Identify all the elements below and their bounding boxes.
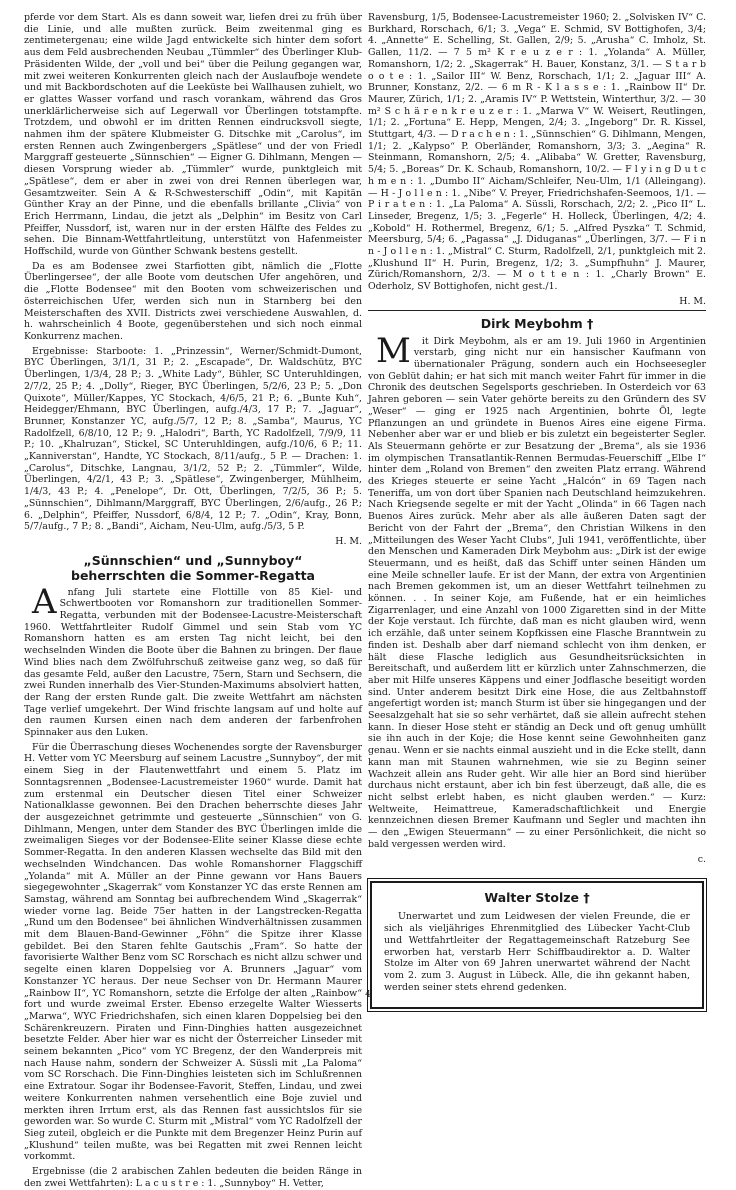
article-title-line-2: beherrschten die Sommer-Regatta bbox=[71, 567, 315, 583]
obituary-box-text: Unerwartet und zum Leidwesen der vielen Freunde, die er sich als vieljähriges Ehrenmitglied des Lübecker Yacht-Club und Wettfahrtleiter der Regattagemeinschaft Ratzeburg See erworben hat, verstarb Herr Schiffbaudirektor a. D. Walter Stolze im Alter von 69 Jahren unerwartet während der Nacht vom 2. zum 3. August in Lübeck. Alle, die ihn gekannt haben, werden seiner stets ehrend gedenken. bbox=[384, 911, 690, 993]
author-initials: H. M. bbox=[679, 295, 706, 307]
report-paragraph: Da es am Bodensee zwei Starfiotten gibt, nämlich die „Flotte Überlingersee“, der alle Boote vom deutschen Ufer angehören, und die „Flotte Bodensee“ mit den Booten vom schweizerischen und österreichischen Ufer, werden sich nun in Starnberg bei den Meisterschaften des XVII. Districts zwei verschiedene Auswahlen, d. h. wahrscheinlich 4 Boote, gegenüberstehen und sich noch einmal Konkurrenz machen. bbox=[24, 260, 362, 342]
results-continuation: Ravensburg, 1/5, Bodensee-Lacustremeister 1960; 2. „Solvisken IV“ C. Burkhard, Rorschach, 6/1; 3. „Vega“ E. Schmid, SV Bottighofen, 3/4; 4. „Annette“ E. Schelling, St. Gallen, 2/9; 5. „Arusha“ C. Imholz, St. Gallen, 11/2. — 7 5 m² K r e u z e r : 1. „Yolanda“ A. Müller, Romanshorn, 1/2; 2. „Skagerrak“ H. Bauer, Konstanz, 3/1. — S t a r b o o t e : 1. „Sailor III“ W. Benz, Rorschach, 1/1; 2. „Jaguar III“ A. Brunner, Konstanz, 2/2. — 6 m R - K l a s s e : 1. „Rainbow II“ Dr. Maurer, Zürich, 1/1; 2. „Aramis IV“ P. Wettstein, Winterthur, 3/2. — 30 m² S c h ä r e n k r e u z e r : 1. „Marwa V“ W. Weisert, Reutlingen, 1/1; 2. „Fortuna“ E. Hepp, Mengen, 2/4; 3. „Ingeborg“ Dr. R. Kissel, Stuttgart, 4/3. — D r a c h e n : 1. „Sünnschien“ G. Dihlmann, Mengen, 1/1; 2. „Kalypso“ P. Oberländer, Romanshorn, 3/3; 3. „Aegina“ R. Steinmann, Romanshorn, 2/5; 4. „Alibaba“ W. Gretter, Ravensburg, 5/4; 5. „Boreas“ Dr. K. Schaub, Romanshorn, 10/2. — F l y i n g D u t c h m e n : 1. „Dumbo II“ Aicham/Schleifer, Neu-Ulm, 1/1 (Alleingang). — H - J o l l e n : 1. „Nibe“ V. Preyer, Friedrichshafen-Seemoos, 1/1. — P i r a t e n : 1. „La Paloma“ A. Süssli, Rorschach, 2/2; 2. „Pico II“ L. Linseder, Bregenz, 1/5; 3. „Fegerle“ H. Holleck, Überlingen, 4/2; 4. „Kobold“ H. Rothermel, Bregenz, 6/1; 5. „Alfred Pyszka“ T. Schmid, Meersburg, 5/4; 6. „Pagassa“ „J. Diduganas“ „Überlingen, 3/7. — F i n n - J o l l e n : 1. „Mistral“ C. Sturm, Radolfzell, 2/1, punktgleich mit 2. „Klushund II“ H. Purin, Bregenz, 1/2; 3. „Sumpfhuhn“ J. Maurer, Zürich/Romanshorn, 2/3. — M o t t e n : 1. „Charly Brown“ E. Oderholz, SV Bottighofen, nicht gest./1. bbox=[368, 12, 706, 293]
author-initials: c. bbox=[697, 853, 706, 865]
left-column bbox=[24, 12, 362, 1189]
drop-cap: M bbox=[376, 330, 411, 371]
lead-text: nfang Juli startete eine Flottille von 85 Kiel- und Schwertbooten vor Romanshorn zur traditionellen Sommer-Regatta, verbunden mit der Bodensee-Lacustre-Meisterschaft 1960. Wettfahrtleiter Rudolf Gimmel und sein Stab vom YC Romanshorn hatten es am ersten Tag nicht leicht, bei den wechselnden Winden die Boote über die Bahnen zu bringen. Der flaue Wind blies nach dem Zwölfuhrschuß zeitweise ganz weg, so daß für das gesamte Feld, außer den Lacustre, 75ern, Starn und Sechsern, die zwei Runden innerhalb des Vier-Stunden-Maximums absolviert hatten, der Rang der ersten Runde galt. Die zweite Wettfahrt am nächsten Tage verlief umgekehrt. Der Wind frischte langsam auf und holte auf den raumen Kursen einen nach dem anderen der farbenfrohen Spinnaker aus den Luken. bbox=[24, 586, 362, 739]
results-paragraph: Ergebnisse: Starboote: 1. „Prinzessin“, Werner/Schmidt-Dumont, BYC Überlingen, 3/1/1, 31 P.; 2. „Escapade“, Dr. Waldschütz, BYC Überlingen, 1/3/4, 28 P.; 3. „White Lady“, Bühler, SC Unteruhldingen, 2/7/2, 25 P.; 4. „Dolly“, Rieger, BYC Überlingen, 5/2/6, 23 P.; 5. „Don Quixote“, Müller/Kappes, YC Stockach, 4/6/5, 21 P.; 6. „Bunte Kuh“, Heidegger/Ehmann, BYC Überlingen, aufg./4/3, 17 P.; 7. „Jaguar“, Brunner, Konstanzer YC, aufg./5/7, 12 P.; 8. „Samba“, Maurus, YC Radolfzell, 6/8/10, 12 P.; 9. „Halodri“, Barth, YC Radolfzell, 7/9/9, 11 P.; 10. „Khalruzan“, Stickel, SC Unteruhldingen, aufg./10/6, 6 P.; 11. „Kanniverstan“, Handte, YC Stockach, 8/11/aufg., 5 P. — Drachen: 1. „Carolus“, Ditschke, Langnau, 3/1/2, 52 P.; 2. „Tümmler“, Wilde, Überlingen, 4/2/1, 43 P.; 3. „Spätlese“, Zwingenberger, Mühlheim, 1/4/3, 43 P.; 4. „Penelope“, Dr. Ott, Überlingen, 7/2/5, 36 P.; 5. „Sünnschien“, Dihlmann/Marggraff, BYC Überlingen, 2/6/aufg., 26 P.; 6. „Delphin“, Pfeiffer, Nussdorf, 6/8/4, 12 P.; 7. „Odin“, Kray, Bonn, 5/7/aufg., 7 P.; 8. „Bandi“, Aicham, Neu-Ulm, aufg./5/3, 5 P. bbox=[24, 345, 362, 533]
obituary-title: Dirk Meybohm † bbox=[480, 315, 594, 331]
right-column bbox=[368, 12, 706, 993]
report-paragraph: pferde vor dem Start. Als es dann soweit war, liefen drei zu früh über die Linie, und alle mußten zurück. Beim zweitenmal ging es zentimetergenau; eine wilde Jagd entwickelte sich hinter dem sofort aus dem Feld ausbrechenden Neubau „Tümmler“ des Überlinger Klub-Präsidenten Wilde, der „voll und bei“ über die Peilung gegangen war, mit zwei weiteren Konkurrenten gleich nach der Auslaufboje wendete und mit Backbordschoten auf die Leeküste bei Wallhausen zuhielt, wo er glattes Wasser vorfand und rasch vorankam, während das Gros unerklärlicherweise sich auf Legerwall vor Überlingen totstampfte. Trotzdem, und obwohl er im dritten Rennen eindrucksvoll siegte, nahmen ihm der spätere Klubmeister G. Ditschke mit „Carolus“, im ersten Rennen auch Zwingenbergers „Spätlese“ und der von Friedl Marggraff gesteuerte „Sünnschien“ — Eigner G. Dihlmann, Mengen — diesen Vorsprung wieder ab. „Tümmler“ wurde, punktgleich mit „Spätlese“, dem er aber in zwei von drei Rennen überlegen war, Gesamtzweiter. Sein A & R-Schwesterschiff „Odin“, mit Kapitän Günther Kray an der Pinne, und die ebenfalls brillante „Clivia“ von Erich Herrmann, Lindau, die jetzt als „Delphin“ im Besitz von Carl Pfeiffer, Nussdorf, ist, waren nur in der ersten Hälfte des Feldes zu sehen. Die Binnam-Wettfahrtleitung, unterstützt von Hafenmeister Hoffschild, wurde von Günther Schwank bestens gestellt. bbox=[24, 12, 362, 258]
article-paragraph: Für die Überraschung dieses Wochenendes sorgte der Ravensburger H. Vetter vom YC Meersburg auf seinem Lacustre „Sunnyboy“, der mit einem Sieg in der Flautenwettfahrt und einem 5. Platz im Sonntagsrennen „Bodensee-Lacustremeister 1960“ wurde. Damit hat zum erstenmal ein Deutscher diesen Titel einer Schweizer Nationalklasse gewonnen. Bei den Drachen beherrschte dieses Jahr der ausgezeichnet getrimmte und gesteuerte „Sünnschien“ von G. Dihlmann, Mengen, unter dem Stander des BYC Überlingen imlde die zweimaligen Sieges vor der Bodensee-Elite seiner Klasse diese echte Sommer-Regatta. In den anderen Klassen wechselte das Bild mit den wechselnden Windchancen. Das wohle Romanshorner Flaggschiff „Yolanda“ mit A. Müller an der Pinne gewann vor Hans Bauers siegegewohnter „Skagerrak“ vom Konstanzer YC das erste Rennen am Samstag, während am Sonntag bei aufbrechendem Wind „Skagerrak“ wieder vorne lag. Beide 75er hatten in der Langstrecken-Regatta „Rund um den Bodensee“ bei ähnlichen Windverhältnissen zusammen mit dem Blauen-Band-Gewinner „Föhn“ die Spitze ihrer Klasse gebildet. Bei den Staren fehlte Gautschis „Fram“. So hatte der favorisierte Walther Benz vom SC Rorschach es nicht allzu schwer und segelte einen klaren Doppelsieg vor A. Brunners „Jaguar“ vom Konstanzer YC heraus. Der neue Sechser von Dr. Hermann Maurer „Rainbow II“, YC Romanshorn, setzte die Erfolge der alten „Rainbow“ fort und wurde zweimal Erster. Ebenso erzegelte Walter Wiesserts „Marwa“, WYC Friedrichshafen, sich einen klaren Doppelsieg bei den Schärenkreuzern. Piraten und Finn-Dinghies hatten ausgezeichnet besetzte Felder. Aber hier war es nicht der Österreicher Linseder mit seinem bekannten „Pico“ vom YC Bregenz, der den Wanderpreis mit nach Hause nahm, sondern der Schweizer A. Süssli mit „La Paloma“ vom SC Rorschach. Die Finn-Dinghies leisteten sich im Schlußrennen eine Extratour. Sogar ihr Bodensee-Favorit, Steffen, Lindau, und zwei weitere Konkurrenten nahmen versehentlich eine Boje zuviel und merkten ihren Irrtum erst, als das Rennen fast aussichtslos für sie geworden war. So wurde C. Sturm mit „Mistral“ vom YC Radolfzell der Sieg zuteil, obgleich er die Punkte mit dem Bregenzer Heinz Purin auf „Klushund“ teilen mußte, was bei Regatten mit zwei Rennen leicht vorkommt. bbox=[24, 741, 362, 1163]
obituary-paragraph bbox=[368, 330, 706, 851]
obituary-text: it Dirk Meybohm, als er am 19. Juli 1960 in Argentinien verstarb, ging nicht nur ein hansischer Kaufmann von übernationaler Prägung, sondern auch ein Hochseesegler von Geblüt dahin; er hat sich mit manch weiter Fahrt für immer in die Chronik des deutschen Segelsports geschrieben. In Osterdeich vor 63 Jahren geboren — sein Vater gehörte bereits zu den Gründern des SV „Weser“ — ging er 1925 nach Argentinien, bohrte Öl, legte Pflanzungen an und gründete in Buenos Aires eine eigene Firma. Nebenher aber war er und blieb er bis zuletzt ein begeisterter Segler. Als Steuermann gehörte er zur Besatzung der „Brema“, als sie 1936 im olympischen Transatlantik-Rennen Bermudas-Feuerschiff „Elbe I“ hinter dem „Roland von Bremen“ den zweiten Platz errang. Während des Krieges steuerte er seine Yacht „Halcón“ in 69 Tagen nach Teneriffa, um von dort über Spanien nach Deutschland heimzukehren. Nach Kriegsende segelte er mit der Yacht „Olinda“ in 66 Tagen nach Buenos Aires zurück. Mehr aber als alle äußeren Daten sagt der Bericht von der Fahrt der „Brema“, den Christian Wilkens in den „Mitteilungen des Weser Yacht Clubs“, Juli 1941, veröffentlichte, über den Menschen und Kameraden Dirk Meybohm aus: „Dirk ist der ewige Steuermann, und es heißt, daß das Schiff unter seinen Händen um eine Meile schneller laufe. Er ist der Mann, der extra von Argentinien nach Bremen gekommen ist, um an dieser Wettfahrt teilnehmen zu können. . . In seiner Koje, am Fußende, hat er ein heimliches Zigarrenlager, und eine Anzahl von 1000 Zigaretten sind in der Mitte der Koje verstaut. Ich fürchte, daß man es nicht glauben wird, wenn ich erzähle, daß unter seinem Kopfkissen eine Flasche Branntwein zu finden ist. Deshalb aber darf niemand schlecht von ihm denken, er hält diese Flasche lediglich aus Gesundheitsrücksichten in Bereitschaft, und außerdem litt er kürzlich unter Zahnschmerzen, die aber mit Hilfe unseres Käppens und einer Jodflasche beseitigt worden sind. Unter anderem besitzt Dirk eine Hose, die aus Zeltbahnstoff angefertigt worden ist; manch Sturm ist über sie hingegangen und der Seesalzgehalt hat sie so sehr verhärtet, daß sie allein aufrecht stehen kann. In dieser Hose steht er ständig an Deck und oft genug umhüllt sie ihn auch in der Koje; die Hose kennt seine Gewohnheiten ganz genau. Wenn er sie nachts einmal auszieht und in die Ecke stellt, dann kann man mit Staunen wahrnehmen, wie sie zu Beginn seiner Wachzeit allein ans Ruder geht. Wir alle hier an Bord sind hierüber durchaus nicht erstaunt, aber ich bin fest überzeugt, daß alle, die es nicht selbst erlebt haben, es nicht glauben werden.“ — Kurz: Weltweite, Heimattreue, Kameradschaftlichkeit und Energie kennzeichnen diesen Bremer Kaufmann und Segler und machten ihn — den „Ewigen Steuermann“ — zu einer Persönlichkeit, die nicht so bald vergessen werden wird. bbox=[368, 335, 706, 850]
drop-cap: A bbox=[32, 581, 57, 622]
divider bbox=[368, 310, 706, 311]
article-title-line-1: „Sünnschien“ und „Sunnyboy“ bbox=[83, 552, 303, 568]
results-intro: Ergebnisse (die 2 arabischen Zahlen bedeuten die beiden Ränge in den zwei Wettfahrten): L a c u s t r e : 1. „Sunnyboy“ H. Vetter, bbox=[24, 1166, 362, 1189]
article-title bbox=[24, 553, 362, 583]
page-number: 4 bbox=[365, 990, 371, 1000]
author-initials: H. M. bbox=[335, 535, 362, 547]
obituary-box-title: Walter Stolze † bbox=[484, 890, 590, 906]
article-lead-paragraph bbox=[24, 581, 362, 739]
